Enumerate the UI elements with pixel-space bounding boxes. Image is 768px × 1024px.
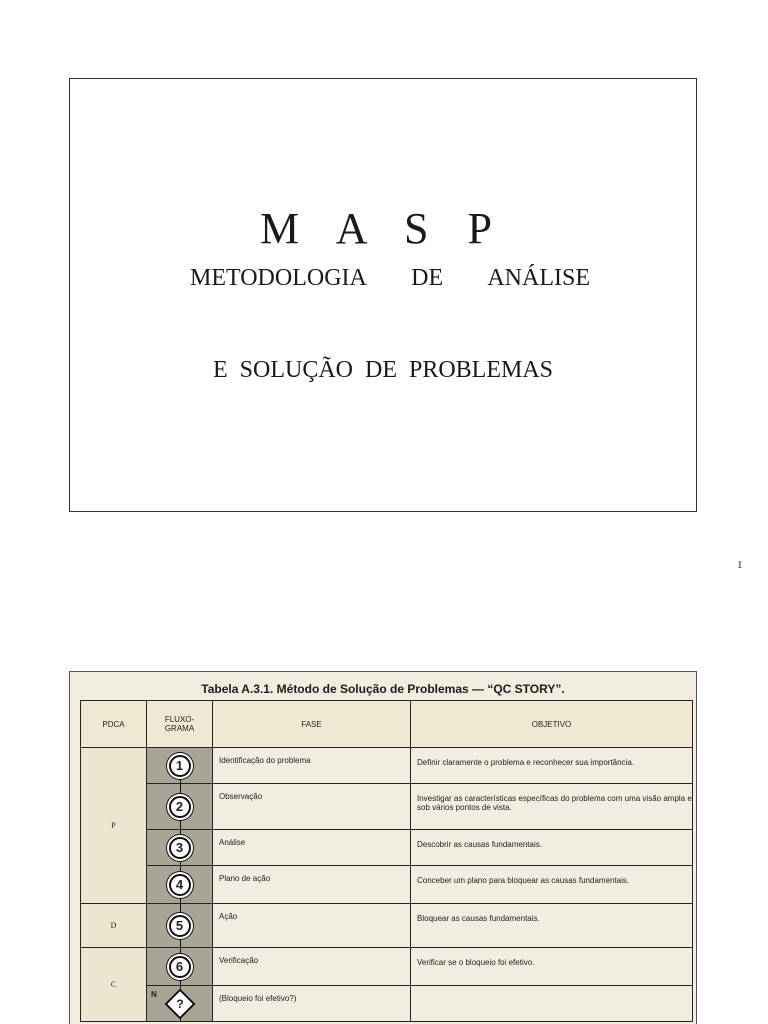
step-circle: 3 bbox=[169, 837, 191, 859]
slide-title: M A S P bbox=[260, 204, 506, 253]
table-row bbox=[81, 866, 693, 904]
step-circle: 5 bbox=[169, 915, 191, 937]
table-row bbox=[81, 830, 693, 866]
title-slide bbox=[69, 78, 697, 512]
table-row bbox=[81, 784, 693, 830]
decision-no-label: N bbox=[151, 990, 157, 999]
fase-cell: Ação bbox=[213, 904, 411, 948]
header-fluxograma: FLUXO- GRAMA bbox=[147, 701, 213, 748]
pdca-letter-p: P bbox=[81, 748, 147, 904]
table-row bbox=[81, 948, 693, 986]
fase-cell: Plano de ação bbox=[213, 866, 411, 904]
flow-decision bbox=[147, 986, 213, 1022]
header-objetivo: OBJETIVO bbox=[411, 701, 693, 748]
flow-step-6 bbox=[147, 948, 213, 986]
fase-cell: (Bloqueio foi efetivo?) bbox=[213, 986, 411, 1022]
subtitle-line-2: E SOLUÇÃO DE PROBLEMAS bbox=[212, 357, 554, 383]
page-number: 1 bbox=[737, 559, 743, 571]
objetivo-cell: Investigar as características específicas do problema com uma visão ampla e sob vários pontos de vista. bbox=[411, 784, 693, 830]
flow-step-4 bbox=[147, 866, 213, 904]
qc-story-slide bbox=[69, 671, 697, 1024]
qc-story-table bbox=[80, 700, 693, 1022]
decision-diamond-icon bbox=[164, 988, 195, 1019]
step-circle: 6 bbox=[169, 956, 191, 978]
fase-cell: Identificação do problema bbox=[213, 748, 411, 784]
subtitle-line-1 bbox=[190, 265, 590, 292]
table-caption: Tabela A.3.1. Método de Solução de Problemas — “QC STORY”. bbox=[201, 682, 565, 696]
flow-step-3 bbox=[147, 830, 213, 866]
objetivo-cell bbox=[411, 986, 693, 1022]
step-circle: 1 bbox=[169, 755, 191, 777]
objetivo-cell: Conceber um plano para bloquear as causas fundamentais. bbox=[411, 866, 693, 904]
flow-step-1 bbox=[147, 748, 213, 784]
flow-step-2 bbox=[147, 784, 213, 830]
table-row bbox=[81, 904, 693, 948]
header-pdca: PDCA bbox=[81, 701, 147, 748]
subtitle-word-3: ANÁLISE bbox=[487, 265, 590, 291]
fase-cell: Análise bbox=[213, 830, 411, 866]
objetivo-cell: Bloquear as causas fundamentais. bbox=[411, 904, 693, 948]
decision-symbol: ? bbox=[175, 996, 184, 1011]
step-circle: 2 bbox=[169, 796, 191, 818]
table-row bbox=[81, 748, 693, 784]
subtitle-word-1: METODOLOGIA bbox=[190, 265, 367, 291]
table-row bbox=[81, 986, 693, 1022]
objetivo-cell: Verificar se o bloqueio foi efetivo. bbox=[411, 948, 693, 986]
pdca-letter-d: D bbox=[81, 904, 147, 948]
flow-step-5 bbox=[147, 904, 213, 948]
header-fase: FASE bbox=[213, 701, 411, 748]
fase-cell: Observação bbox=[213, 784, 411, 830]
step-circle: 4 bbox=[169, 874, 191, 896]
fase-cell: Verificação bbox=[213, 948, 411, 986]
subtitle-word-2: DE bbox=[411, 265, 444, 291]
pdca-letter-c: C bbox=[81, 948, 147, 1022]
table-header-row bbox=[81, 701, 693, 748]
objetivo-cell: Descobrir as causas fundamentais. bbox=[411, 830, 693, 866]
objetivo-cell: Definir claramente o problema e reconhecer sua importância. bbox=[411, 748, 693, 784]
